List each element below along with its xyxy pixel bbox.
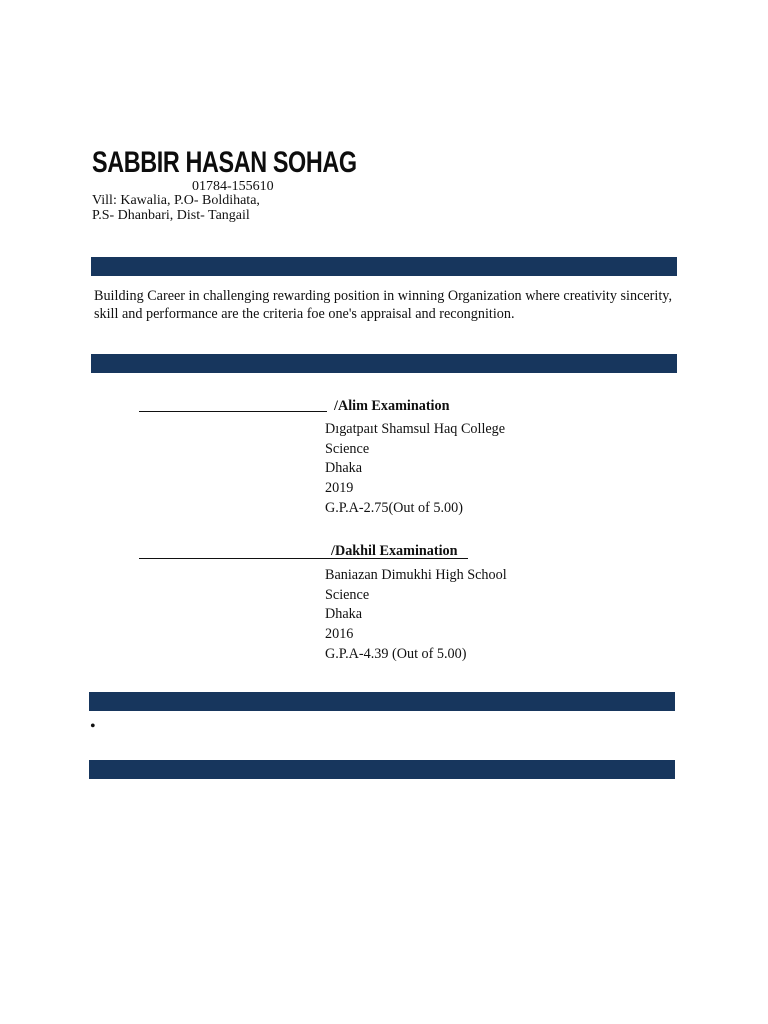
phone-number: 01784-155610 xyxy=(192,179,274,194)
exam-institution: Dıgatpaıt Shamsul Haq College xyxy=(325,421,506,437)
objective-text: Building Career in challenging rewarding position in winning Organization where creativity sincerity, skill and performance are the criteria foe one's appraisal and recongnition. xyxy=(94,288,672,322)
section-bar-3 xyxy=(89,692,675,711)
exam-details xyxy=(325,420,505,519)
exam-board: Dhaka xyxy=(325,606,363,623)
section-bar-4 xyxy=(89,760,675,779)
exam-title: /Alim Examination xyxy=(334,398,450,414)
candidate-name: SABBIR HASAN SOHAG xyxy=(92,146,357,179)
exam-result: G.P.A-4.39 (Out of 5.00) xyxy=(325,645,467,662)
exam-year: 2019 xyxy=(325,480,354,497)
exam-group: Science xyxy=(325,586,370,603)
exam-board: Dhaka xyxy=(325,460,363,477)
exam-underline xyxy=(139,411,327,412)
exam-institution: Baniazan Dimukhi High School xyxy=(325,567,507,583)
address-line-1: Vill: Kawalia, P.O- Boldihata, xyxy=(92,193,260,208)
address-line-2: P.S- Dhanbari, Dist- Tangail xyxy=(92,208,250,223)
section-bar-education xyxy=(91,354,677,373)
exam-group: Science xyxy=(325,440,370,457)
exam-year: 2016 xyxy=(325,626,354,643)
exam-result: G.P.A-2.75(Out of 5.00) xyxy=(325,499,463,516)
exam-details xyxy=(325,566,507,665)
exam-title: /Dakhil Examination xyxy=(331,543,458,559)
section-bar-objective xyxy=(91,257,677,276)
bullet-point: • xyxy=(90,718,96,735)
